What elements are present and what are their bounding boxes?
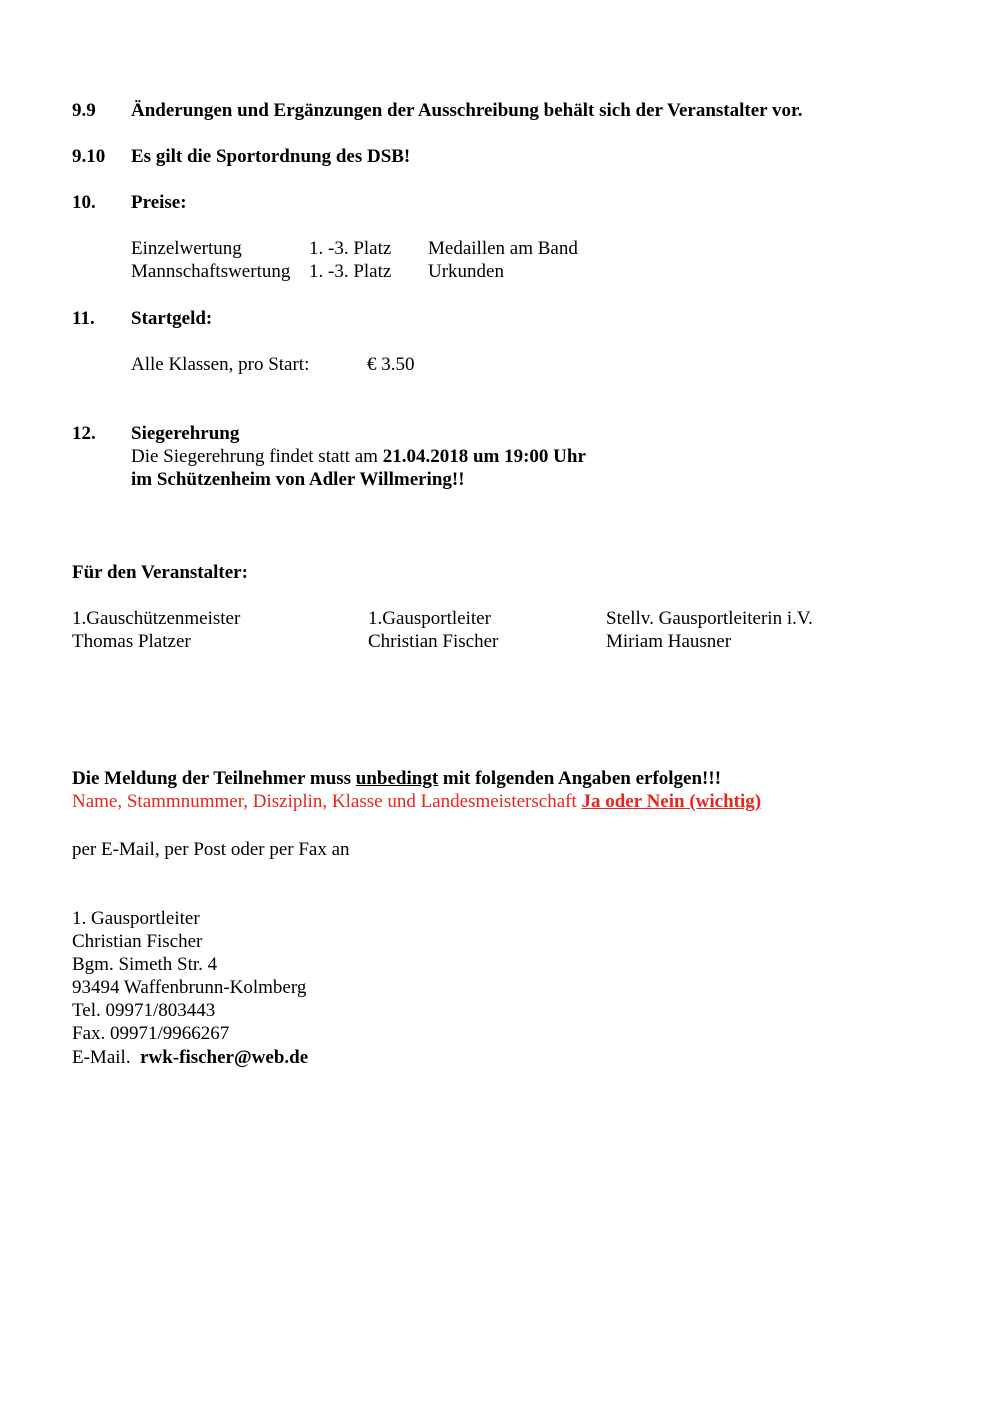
section-11-title: Startgeld: <box>131 308 213 329</box>
registration-fields <box>72 790 761 813</box>
section-9-9-text: Änderungen und Ergänzungen der Ausschreibung behält sich der Veranstalter vor. <box>131 100 803 121</box>
ceremony-line-2: im Schützenheim von Adler Willmering!! <box>131 469 465 490</box>
fee-label: Alle Klassen, pro Start: <box>131 354 310 375</box>
prize-row-place: 1. -3. Platz <box>309 261 392 282</box>
registration-notice <box>72 767 721 790</box>
signatory-name: Christian Fischer <box>368 631 499 652</box>
section-10-title: Preise: <box>131 192 187 213</box>
registration-fields-emphasis: Ja oder Nein (wichtig) <box>581 791 762 812</box>
prize-row-prize: Urkunden <box>428 261 504 282</box>
fee-amount: € 3.50 <box>367 354 415 375</box>
section-11-number: 11. <box>72 308 95 329</box>
signatory-role: 1.Gauschützenmeister <box>72 608 241 629</box>
signatory-name: Thomas Platzer <box>72 631 191 652</box>
signatory-name: Miriam Hausner <box>606 631 732 652</box>
prize-row-label: Einzelwertung <box>131 238 242 259</box>
section-12-number: 12. <box>72 423 96 444</box>
contact-fax: Fax. 09971/9966267 <box>72 1023 230 1044</box>
ceremony-line-1-prefix: Die Siegerehrung findet statt am <box>131 446 383 467</box>
registration-notice-part3: mit folgenden Angaben erfolgen!!! <box>438 768 722 789</box>
contact-email-label: E-Mail. <box>72 1047 131 1068</box>
contact-street: Bgm. Simeth Str. 4 <box>72 954 218 975</box>
organizer-heading: Für den Veranstalter: <box>72 562 248 583</box>
contact-city: 93494 Waffenbrunn-Kolmberg <box>72 977 307 998</box>
ceremony-line-1 <box>131 445 586 468</box>
section-9-10-text: Es gilt die Sportordnung des DSB! <box>131 146 411 167</box>
registration-notice-part1: Die Meldung der Teilnehmer muss <box>72 768 356 789</box>
prize-row-prize: Medaillen am Band <box>428 238 578 259</box>
section-10-number: 10. <box>72 192 96 213</box>
section-9-9-number: 9.9 <box>72 100 96 121</box>
ceremony-datetime: 21.04.2018 um 19:00 Uhr <box>382 446 586 467</box>
registration-method: per E-Mail, per Post oder per Fax an <box>72 839 350 860</box>
contact-role: 1. Gausportleiter <box>72 908 200 929</box>
prize-row-label: Mannschaftswertung <box>131 261 291 282</box>
prize-row-place: 1. -3. Platz <box>309 238 392 259</box>
contact-name: Christian Fischer <box>72 931 203 952</box>
signatory-role: 1.Gausportleiter <box>368 608 491 629</box>
signatory-role: Stellv. Gausportleiterin i.V. <box>606 608 813 629</box>
contact-email-link[interactable]: rwk-fischer@web.de <box>140 1047 309 1068</box>
contact-tel: Tel. 09971/803443 <box>72 1000 216 1021</box>
section-9-10-number: 9.10 <box>72 146 106 167</box>
contact-email-line <box>72 1046 308 1069</box>
section-12-title: Siegerehrung <box>131 423 240 444</box>
registration-notice-emphasis: unbedingt <box>355 768 439 789</box>
registration-fields-text: Name, Stammnummer, Disziplin, Klasse und Landesmeisterschaft <box>72 791 582 812</box>
